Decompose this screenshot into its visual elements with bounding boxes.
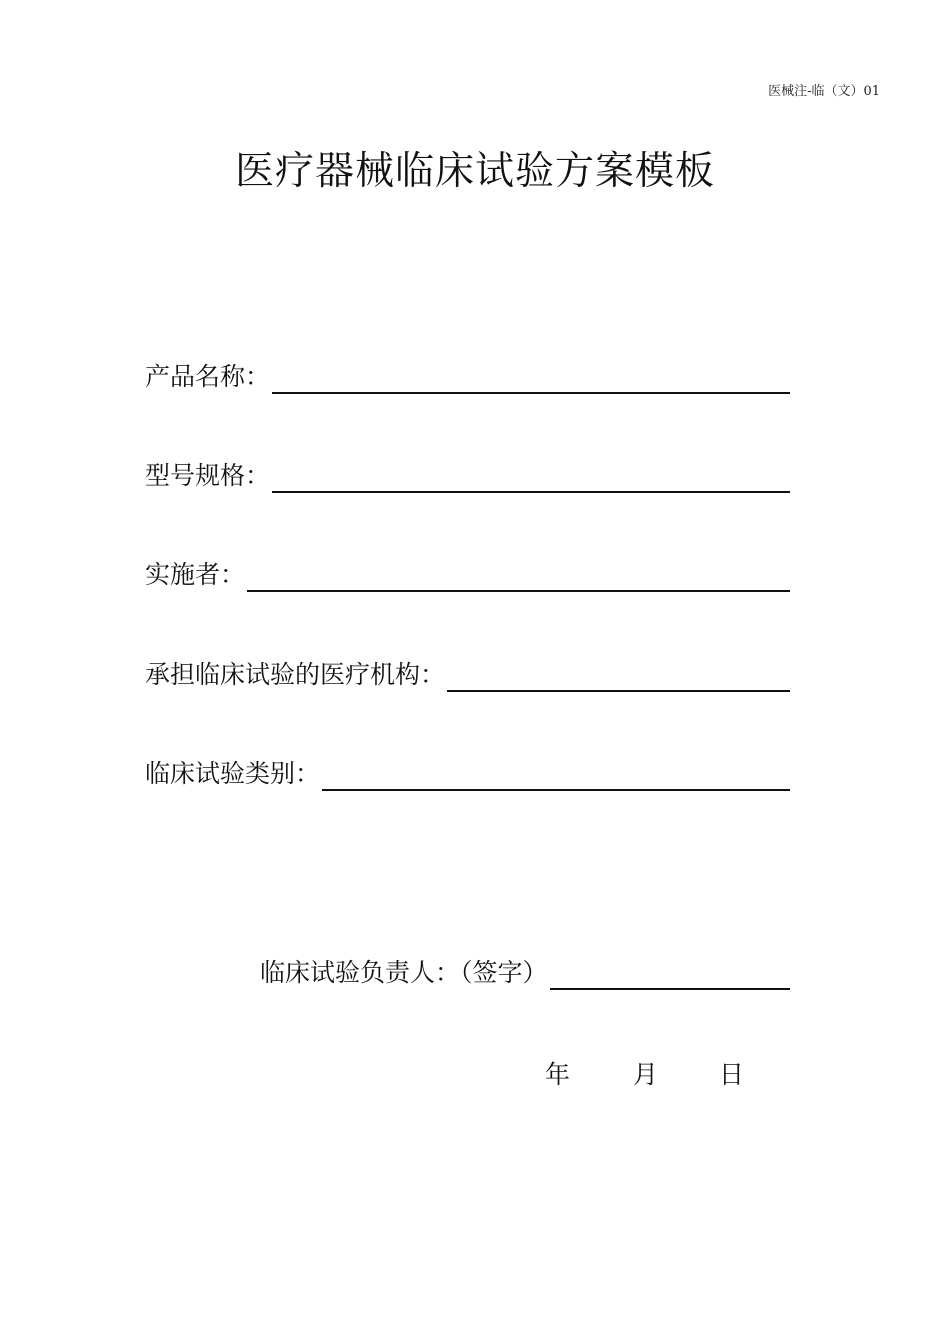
product-name-field: [145, 354, 790, 394]
product-name-blank[interactable]: [272, 372, 790, 394]
signature-field: [260, 950, 790, 990]
date-year-label: 年: [545, 1060, 571, 1089]
institution-blank[interactable]: [447, 670, 790, 692]
implementer-label: 实施者：: [145, 560, 246, 589]
date-day-label: 日: [719, 1060, 745, 1089]
date-row: [545, 1055, 744, 1091]
model-spec-blank[interactable]: [272, 471, 790, 493]
trial-category-label: 临床试验类别：: [145, 759, 321, 788]
institution-field: [145, 652, 790, 692]
implementer-blank[interactable]: [247, 570, 790, 592]
institution-label: 承担临床试验的医疗机构：: [145, 660, 446, 689]
trial-category-blank[interactable]: [322, 769, 790, 791]
model-spec-label: 型号规格：: [145, 461, 271, 490]
signature-blank[interactable]: [550, 968, 790, 990]
product-name-label: 产品名称：: [145, 362, 271, 391]
implementer-field: [145, 552, 790, 592]
date-month-label: 月: [633, 1060, 659, 1089]
signature-label: 临床试验负责人：（签字）: [260, 958, 548, 987]
document-title: 医疗器械临床试验方案模板: [234, 149, 715, 194]
trial-category-field: [145, 751, 790, 791]
document-code: 医械注-临（文）01: [768, 84, 880, 99]
model-spec-field: [145, 453, 790, 493]
